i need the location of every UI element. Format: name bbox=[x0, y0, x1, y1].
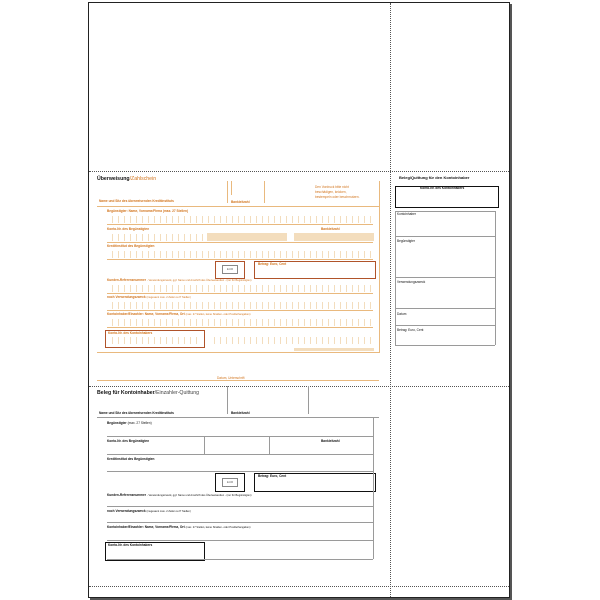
lower-holder-label: Kontoinhaber/Einzahler: Name, Vorname/Firma, Ort (max. 27 Stellen, keine Straßen- oder Postfachangaben) bbox=[107, 525, 251, 529]
lower-payee-account-label: Konto-Nr. des Begünstigten bbox=[107, 439, 150, 443]
payee-account-field[interactable] bbox=[107, 234, 205, 241]
lower-currency-code-box: EUR bbox=[222, 478, 238, 487]
payee-bank-code-label: Bankleitzahl bbox=[321, 227, 340, 231]
receipt-account-label: Konto-Nr. des Kontoinhabers bbox=[420, 186, 465, 190]
perforation-top bbox=[89, 171, 509, 172]
currency-frame bbox=[215, 261, 245, 279]
currency-code-box: EUR bbox=[222, 265, 238, 274]
perforation-middle bbox=[89, 386, 509, 387]
bank-name-label: Name und Sitz des überweisenden Kreditinstituts bbox=[99, 199, 174, 203]
payee-bank-field[interactable] bbox=[107, 251, 373, 258]
lower-payee-bank-code-label: Bankleitzahl bbox=[321, 439, 340, 443]
lower-reference-label: Kunden-Referenznummer - Verwendungszweck, ggf. Name und Anschrift des Überweisenden - (nur für Begünstigten) bbox=[107, 493, 252, 497]
payee-label: Begünstigter: Name, Vorname/Firma (max. 27 Stellen) bbox=[107, 209, 189, 213]
payee-field[interactable] bbox=[107, 216, 373, 223]
lower-payee-label: Begünstigter (max. 27 Stellen) bbox=[107, 421, 152, 425]
receipt-payee-label: Begünstigter bbox=[397, 239, 415, 243]
holder-receipt-title: Beleg für Kontoinhaber/Einzahler-Quittung bbox=[97, 390, 200, 396]
receipt-date-label: Datum bbox=[397, 312, 407, 316]
lower-bank-code-label: Bankleitzahl bbox=[231, 411, 250, 415]
receipt-title: Beleg/Quittung für den Kontoinhaber bbox=[399, 175, 470, 180]
reference-label: Kunden-Referenznummer - Verwendungszweck, ggf. Name und Anschrift des Überweisenden - (nur für Begünstigten) bbox=[107, 278, 252, 282]
receipt-holder-label: Kontoinhaber bbox=[397, 212, 416, 216]
handling-note: Den Vordruck bitte nicht bbox=[315, 185, 349, 189]
purpose-label: noch Verwendungszweck (insgesamt max. 2 Zeilen à 27 Stellen) bbox=[107, 295, 191, 299]
lower-amount-label: Betrag: Euro, Cent bbox=[258, 474, 287, 478]
vertical-perforation bbox=[390, 3, 391, 597]
lower-bank-name-label: Name und Sitz des überweisenden Kreditinstituts bbox=[99, 411, 174, 415]
signature-label: Datum, Unterschrift bbox=[217, 376, 245, 380]
lower-holder-account-label: Konto-Nr. des Kontoinhabers bbox=[108, 543, 153, 547]
perforation-bottom bbox=[89, 586, 509, 587]
lower-payee-bank-label: Kreditinstitut des Begünstigten bbox=[107, 457, 155, 461]
holder-field[interactable] bbox=[107, 319, 373, 326]
holder-account-label: Konto-Nr. des Kontoinhabers bbox=[108, 331, 153, 335]
bank-code-label: Bankleitzahl bbox=[231, 200, 250, 204]
receipt-amount-label: Betrag: Euro, Cent bbox=[397, 328, 424, 332]
purpose-field[interactable] bbox=[107, 302, 373, 309]
holder-label: Kontoinhaber/Einzahler: Name, Vorname/Firma, Ort (max. 27 Stellen, keine Straßen- oder Postfachangaben) bbox=[107, 312, 251, 316]
lower-currency-frame bbox=[215, 473, 245, 492]
lower-purpose-label: noch Verwendungszweck (insgesamt max. 2 Zeilen à 27 Stellen) bbox=[107, 509, 191, 513]
payee-account-label: Konto-Nr. des Begünstigten bbox=[107, 227, 150, 231]
payee-bank-label: Kreditinstitut des Begünstigten bbox=[107, 244, 155, 248]
form-sheet: Überweisung/Zahlschein Name und Sitz des überweisenden Kreditinstituts Bankleitzahl Den Vordruck bitte nicht beschädigen, knicken, bestempeln oder beschmutzen. Begünstigter: Name, Vorname/Firma (max. 27 Stellen) Konto-Nr. des Begünstigten Bankleitzahl Kreditinstitut des Begünstigten EUR Betrag: Euro, Cent Kunden-Referenznummer - Verwendungszweck, ggf. Name und Anschrift des Überweisenden - (nur für Begünstigten) noch Verwendungszweck (insgesamt max. 2 Zeilen à 27 Stellen) Kontoinhaber/Einzahler: Name, Vorname/Firma, Ort (max. 27 Stellen, keine Straßen- oder Postfachangaben) Konto-Nr. des Kontoinhabers Datum, Unterschrift Beleg/Quittung für den Kontoinhaber Konto-Nr. des Kontoinhabers Kontoinhaber Begünstigter Verwendungszweck Datum Betrag: Euro, Cent Beleg für Kontoinhaber/Einzahler-Quittung Name und Sitz des überweisenden Kreditinstituts Bankleitzahl Begünstigter (max. 27 Stellen) Konto-Nr. des Begünstigten Bankleitzahl Kreditinstitut des Begünstigten EUR Betrag: Euro, Cent Kunden-Referenznummer - Verwendungszweck, ggf. Name und Anschrift des Überweisenden - (nur für Begünstigten) noch Verwendungszweck (insgesamt max. 2 Zeilen à 27 Stellen) Kontoinhaber/Einzahler: Name, Vorname/Firma, Ort (max. 27 Stellen, keine Straßen- oder Postfachangaben) Konto-Nr. des Kontoinhabers bbox=[88, 2, 510, 598]
reference-field[interactable] bbox=[107, 285, 373, 292]
transfer-form-title: Überweisung/Zahlschein bbox=[97, 176, 157, 182]
receipt-purpose-label: Verwendungszweck bbox=[397, 280, 426, 284]
amount-label: Betrag: Euro, Cent bbox=[258, 262, 287, 266]
